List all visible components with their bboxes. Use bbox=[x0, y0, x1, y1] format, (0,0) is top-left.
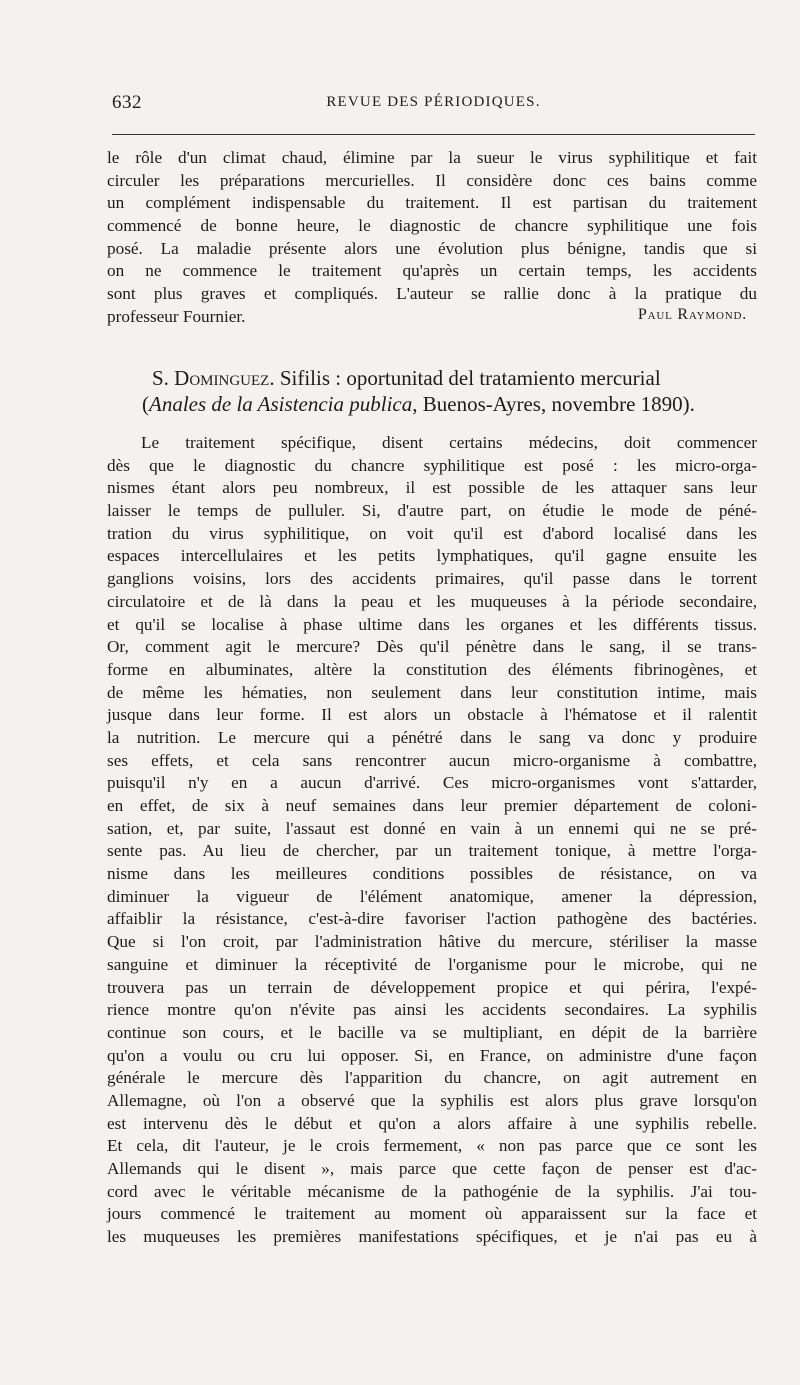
text-line: ganglions voisins, lors des accidents primaires, qu'il passe dans le torrent bbox=[107, 569, 757, 589]
text-line: circuler les préparations mercurielles. Il considère donc ces bains comme bbox=[107, 170, 757, 190]
text-line: continue son cours, et le bacille va se multipliant, en dépit de la barrière bbox=[107, 1022, 757, 1042]
article-source-line bbox=[142, 391, 762, 417]
text-line: Que si l'on croit, par l'administration hâtive du mercure, stériliser la masse bbox=[107, 932, 757, 952]
text-line: dès que le diagnostic du chancre syphilitique est posé : les micro-orga- bbox=[107, 455, 757, 475]
text-line: laisser le temps de pulluler. Si, d'autre part, on étudie le mode de péné- bbox=[107, 501, 757, 521]
text-line: et qu'il se localise à phase ultime dans les organes et les différents tissus. bbox=[107, 614, 757, 634]
text-line: affaiblir la résistance, c'est-à-dire favoriser l'action pathogène des bactéries. bbox=[107, 909, 757, 929]
text-line: trouvera pas un terrain de développement propice et qui périra, l'expé- bbox=[107, 977, 757, 997]
text-line: Et cela, dit l'auteur, je le crois fermement, « non pas parce que ce sont les bbox=[107, 1136, 757, 1156]
reviewer-signature: Paul Raymond. bbox=[637, 305, 747, 323]
text-line: espaces intercellulaires et les petits lymphatiques, qu'il gagne ensuite les bbox=[107, 546, 757, 566]
text-line: posé. La maladie présente alors une évolution plus bénigne, tandis que si bbox=[107, 238, 757, 258]
article-heading bbox=[142, 365, 762, 417]
text-line: les muqueuses les premières manifestations spécifiques, et je n'ai pas eu à bbox=[107, 1227, 757, 1247]
text-line: jours commencé le traitement au moment où apparaissent sur la face et bbox=[107, 1204, 757, 1224]
text-line: Allemands qui le disent », mais parce que cette façon de penser est d'ac- bbox=[107, 1159, 757, 1178]
text-line: rience montre qu'on n'évite pas ainsi les accidents secondaires. La syphilis bbox=[107, 1000, 757, 1020]
running-head: REVUE DES PÉRIODIQUES. bbox=[326, 94, 541, 110]
text-line: sanguine et diminuer la réceptivité de l'organisme pour le microbe, qui ne bbox=[107, 954, 757, 974]
text-line: diminuer la vigueur de l'élément anatomique, amener la dépression, bbox=[107, 886, 757, 906]
source-journal: Anales de la Asistencia publica bbox=[149, 392, 413, 416]
page-header bbox=[112, 92, 755, 120]
final-line-with-signature bbox=[107, 306, 757, 329]
text-line: la nutrition. Le mercure qui a pénétré dans le sang va donc y produire bbox=[107, 727, 757, 747]
text-line: le rôle d'un climat chaud, élimine par la sueur le virus syphilitique et fait bbox=[107, 148, 757, 167]
text-line: puisqu'il n'y en a aucun d'arrivé. Ces micro-organismes vont s'attarder, bbox=[107, 773, 757, 793]
text-line: forme en albuminates, altère la constitution des éléments fibrinogènes, et bbox=[107, 659, 757, 679]
text-line: est intervenu dès le début et qu'on a alors affaire à une syphilis rebelle. bbox=[107, 1113, 757, 1133]
text-line: ses effets, et cela sans rencontrer aucun micro-organisme à combattre, bbox=[107, 750, 757, 770]
text-line: nismes étant alors peu nombreux, il est possible de les attaquer sans leur bbox=[107, 478, 757, 498]
text-line: Or, comment agit le mercure? Dès qu'il pénètre dans le sang, il se trans- bbox=[107, 637, 757, 657]
page-number: 632 bbox=[112, 92, 142, 113]
text-line: circulatoire et de là dans la peau et les muqueuses à la période secondaire, bbox=[107, 591, 757, 611]
text-line: sente pas. Au lieu de chercher, par un traitement tonique, à mettre l'orga- bbox=[107, 841, 757, 861]
text-line: professeur Fournier. bbox=[107, 306, 246, 326]
source-open-paren: ( bbox=[142, 392, 149, 416]
article-title-line bbox=[152, 365, 762, 391]
text-line: un complément indispensable du traitement. Il est partisan du traitement bbox=[107, 193, 757, 213]
text-line: qu'on a voulu ou cru lui opposer. Si, en France, on administre d'une façon bbox=[107, 1045, 757, 1065]
text-line: Le traitement spécifique, disent certains médecins, doit commencer bbox=[141, 433, 757, 452]
text-line: générale le mercure dès l'apparition du chancre, on agit autrement en bbox=[107, 1068, 757, 1088]
text-line: nisme dans les meilleures conditions possibles de résistance, on va bbox=[107, 864, 757, 884]
text-line: Allemagne, où l'on a observé que la syphilis est alors plus grave lorsqu'on bbox=[107, 1090, 757, 1110]
article-author: S. Dominguez. bbox=[152, 366, 275, 390]
text-line: cord avec le véritable mécanisme de la pathogénie de la syphilis. J'ai tou- bbox=[107, 1181, 757, 1201]
paragraph-continuation bbox=[107, 147, 757, 329]
text-line: en effet, de six à neuf semaines dans leur premier département de coloni- bbox=[107, 796, 757, 815]
header-rule bbox=[112, 134, 755, 135]
text-line: de même les hématies, non seulement dans leur constitution intime, mais bbox=[107, 682, 757, 702]
text-line: sont plus graves et compliqués. L'auteur se rallie donc à la pratique du bbox=[107, 284, 757, 304]
text-line: commencé de bonne heure, le diagnostic de chancre syphilitique une fois bbox=[107, 216, 757, 236]
text-line: on ne commence le traitement qu'après un certain temps, les accidents bbox=[107, 261, 757, 281]
text-line: jusque dans leur forme. Il est alors un obstacle à l'hématose et il ralentit bbox=[107, 705, 757, 725]
article-title: Sifilis : oportunitad del tratamiento mercurial bbox=[274, 366, 661, 390]
article-body bbox=[107, 432, 757, 1249]
text-line: sation, et, par suite, l'assaut est donné en vain à un ennemi qui ne se pré- bbox=[107, 818, 757, 838]
text-line: tration du virus syphilitique, on voit qu'il est d'abord localisé dans les bbox=[107, 523, 757, 543]
source-details: , Buenos-Ayres, novembre 1890). bbox=[412, 392, 695, 416]
